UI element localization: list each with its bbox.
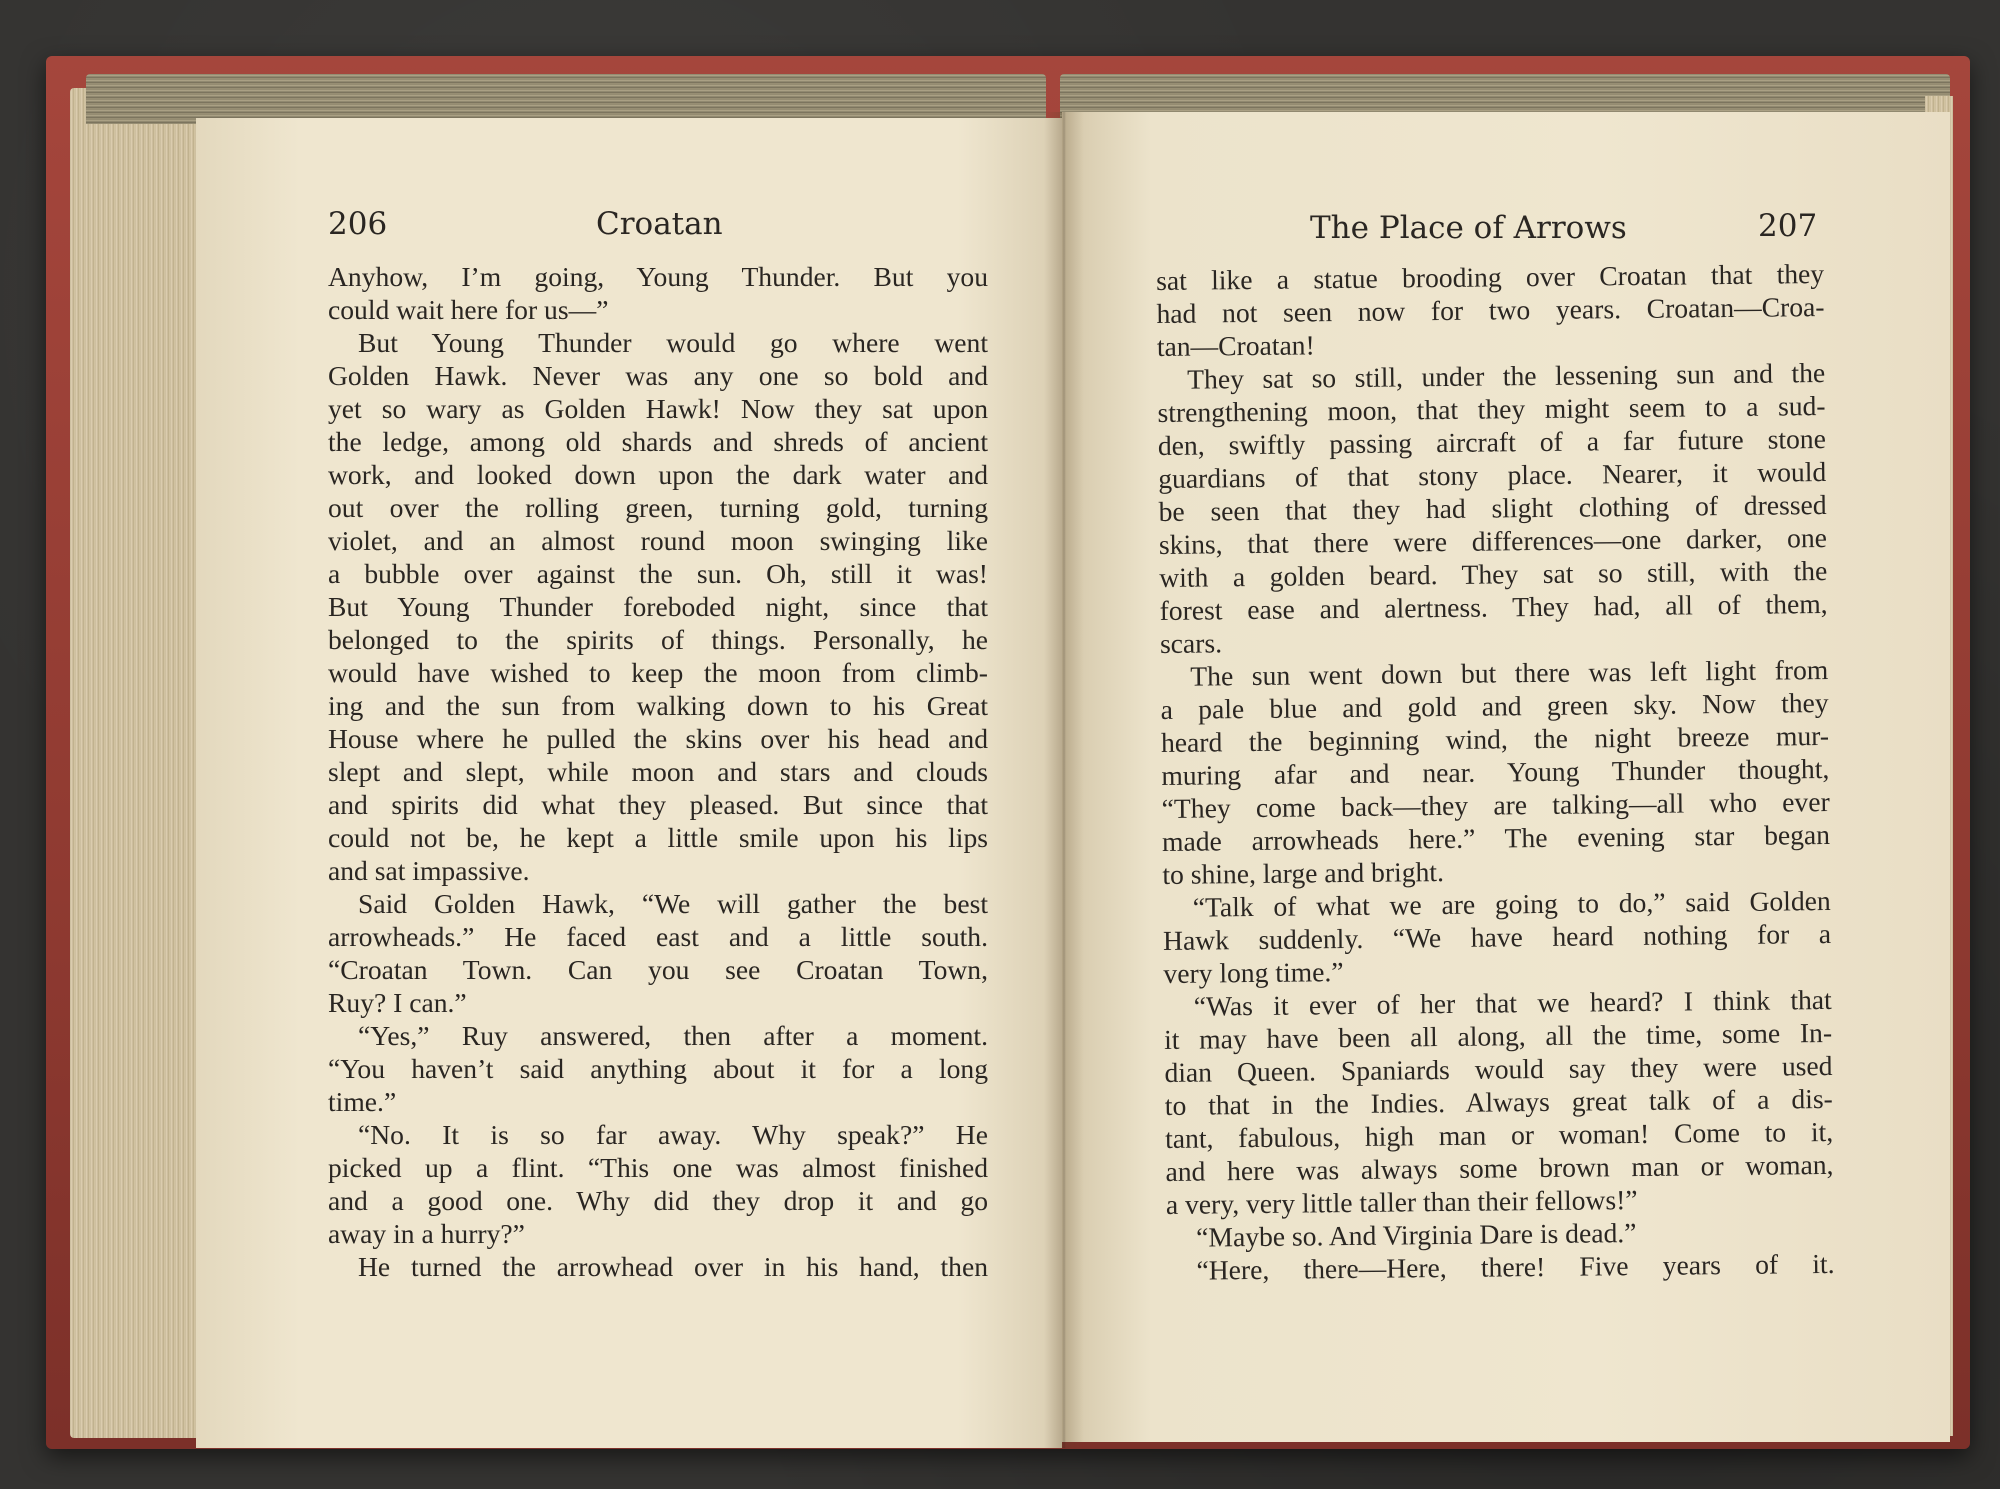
text-line: heard the beginning wind, the night breeze mur-: [1160, 719, 1830, 758]
text-line: and a good one. Why did they drop it and go: [328, 1185, 988, 1216]
text-line: had not seen now for two years. Croatan—Croa-: [1156, 291, 1825, 329]
text-line: “Croatan Town. Can you see Croatan Town,: [328, 954, 988, 985]
text-line: strengthening moon, that they might seem to a sud-: [1157, 389, 1826, 428]
text-line: would have wished to keep the moon from climb-: [328, 657, 988, 688]
text-line: He turned the arrowhead over in his hand, then: [358, 1251, 988, 1282]
text-line: “You haven’t said anything about it for a long: [328, 1053, 988, 1084]
text-line: scars.: [1159, 627, 1223, 659]
text-line: to that in the Indies. Always great talk of a dis-: [1164, 1082, 1833, 1121]
text-line: work, and looked down upon the dark water and: [328, 459, 988, 490]
text-line: tan—Croatan!: [1156, 329, 1315, 362]
text-line: a very, very little taller than their fellows!”: [1165, 1184, 1638, 1220]
text-line: “No. It is so far away. Why speak?” He: [358, 1119, 988, 1150]
text-line: to shine, large and bright.: [1162, 856, 1445, 890]
left-page-text: [328, 260, 988, 1283]
left-page-number: 206: [328, 206, 388, 242]
text-line: away in a hurry?”: [328, 1218, 525, 1249]
text-line: violet, and an almost round moon swinging like: [328, 525, 988, 556]
text-line: a pale blue and gold and green sky. Now they: [1160, 686, 1829, 725]
text-line: Hawk suddenly. “We have heard nothing for a: [1162, 917, 1832, 956]
text-line: yet so wary as Golden Hawk! Now they sat upon: [328, 393, 988, 424]
text-line: “Was it ever of her that we heard? I think that: [1193, 983, 1832, 1022]
left-running-head: Croatan: [596, 206, 723, 242]
text-line: guardians of that stony place. Nearer, it would: [1158, 455, 1827, 494]
text-line: Anyhow, I’m going, Young Thunder. But you: [328, 261, 988, 292]
text-line: Golden Hawk. Never was any one so bold and: [328, 360, 988, 391]
text-line: “Maybe so. And Virginia Dare is dead.”: [1196, 1217, 1637, 1253]
text-line: den, swiftly passing aircraft of a far future stone: [1157, 422, 1827, 461]
text-line: forest ease and alertness. They had, all of them,: [1159, 587, 1828, 626]
text-line: made arrowheads here.” The evening star began: [1161, 818, 1831, 857]
page-edges-left: [70, 88, 210, 1438]
text-line: Said Golden Hawk, “We will gather the best: [358, 888, 988, 919]
text-line: slept and slept, while moon and stars and clouds: [328, 756, 988, 787]
text-line: and here was always some brown man or woman,: [1165, 1148, 1834, 1187]
text-line: picked up a flint. “This one was almost finished: [328, 1152, 988, 1183]
text-line: time.”: [328, 1086, 397, 1117]
text-line: ing and the sun from walking down to his Great: [328, 690, 988, 721]
text-line: “They come back—they are talking—all who ever: [1161, 785, 1830, 824]
text-line: The sun went down but there was left light from: [1190, 653, 1829, 692]
text-line: House where he pulled the skins over his head and: [328, 723, 988, 754]
page-edges-top-left: [86, 74, 1046, 124]
text-line: very long time.”: [1163, 956, 1344, 989]
text-line: dian Queen. Spaniards would say they were used: [1164, 1049, 1833, 1088]
text-line: out over the rolling green, turning gold, turning: [328, 492, 988, 523]
text-line: tant, fabulous, high man or woman! Come to it,: [1164, 1115, 1834, 1154]
text-line: “Yes,” Ruy answered, then after a moment.: [358, 1020, 988, 1051]
text-line: arrowheads.” He faced east and a little south.: [328, 921, 988, 952]
text-line: and spirits did what they pleased. But since that: [328, 789, 988, 820]
text-line: a bubble over against the sun. Oh, still it was!: [328, 558, 988, 589]
text-line: skins, that there were differences—one darker, one: [1158, 521, 1828, 560]
text-line: But Young Thunder foreboded night, since that: [328, 591, 988, 622]
text-line: and sat impassive.: [328, 855, 530, 886]
text-line: “Talk of what we are going to do,” said Golden: [1192, 884, 1831, 923]
right-page-number: 207: [1758, 208, 1818, 244]
text-line: could wait here for us—”: [328, 294, 609, 325]
text-line: be seen that they had slight clothing of dressed: [1158, 488, 1827, 527]
text-line: muring afar and near. Young Thunder thought,: [1161, 752, 1830, 791]
right-running-head: The Place of Arrows: [1310, 210, 1627, 246]
text-line: But Young Thunder would go where went: [358, 327, 988, 358]
text-line: with a golden beard. They sat so still, with the: [1159, 554, 1828, 593]
text-line: “Here, there—Here, there! Five years of it.: [1196, 1247, 1835, 1286]
text-line: it may have been all along, all the time, some In-: [1163, 1016, 1833, 1055]
book-gutter: [1044, 112, 1084, 1448]
text-line: belonged to the spirits of things. Personally, he: [328, 624, 988, 655]
text-line: sat like a statue brooding over Croatan that they: [1156, 258, 1825, 296]
text-line: the ledge, among old shards and shreds of ancient: [328, 426, 988, 457]
text-line: They sat so still, under the lessening sun and the: [1187, 356, 1826, 395]
text-line: Ruy? I can.”: [328, 987, 467, 1018]
text-line: could not be, he kept a little smile upon his lips: [328, 822, 988, 853]
right-page-text: [1156, 257, 1835, 1287]
